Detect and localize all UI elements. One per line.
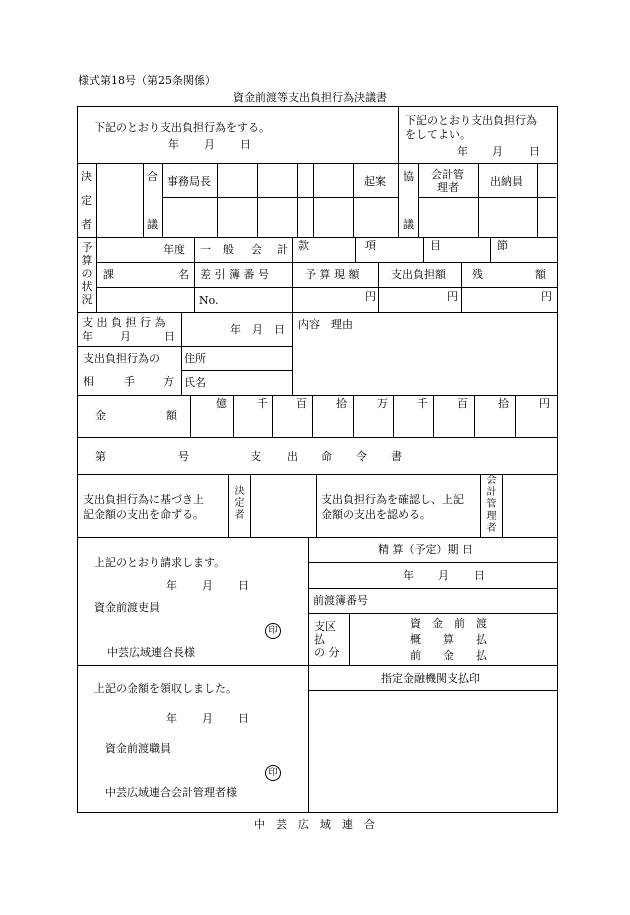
budget-side-label: 予 算 の 状 況 bbox=[81, 241, 93, 306]
decision-char-2: 定 bbox=[81, 194, 92, 207]
document-title: 資金前渡等支出負担行為決議書 bbox=[233, 91, 387, 104]
top-right-line2: をしてよい。 bbox=[405, 128, 471, 141]
request-addressee: 中芸広域連合長様 bbox=[107, 646, 195, 659]
kan-label: 款 bbox=[298, 239, 309, 252]
request-official: 資金前渡吏員 bbox=[94, 601, 160, 614]
receipt-seal-icon: 印 bbox=[265, 765, 281, 781]
request-statement: 上記のとおり請求します。 bbox=[94, 556, 226, 569]
command-left-line1: 支出負担行為に基づき上 bbox=[83, 493, 204, 506]
jimukyokucho-label: 事務局長 bbox=[167, 175, 211, 188]
general-char-3: 会 bbox=[251, 243, 262, 256]
top-right-year: 年 bbox=[457, 145, 468, 158]
mei-label: 名 bbox=[178, 268, 189, 281]
counterpart-line1: 支出負担行為の bbox=[83, 352, 160, 365]
settlement-year: 年 bbox=[403, 569, 414, 582]
footer-organization: 中 芸 広 域 連 合 bbox=[254, 818, 375, 831]
counterpart-line2-b: 手 bbox=[124, 375, 135, 388]
type-gaisan-barai: 概 算 払 bbox=[410, 633, 487, 646]
type-maekin-barai: 前 金 払 bbox=[410, 649, 487, 662]
top-left-year: 年 bbox=[168, 138, 179, 151]
act-date-line1: 支 出 負 担 行 為 bbox=[82, 316, 166, 329]
general-char-4: 計 bbox=[277, 243, 288, 256]
settlement-day: 日 bbox=[474, 569, 485, 582]
kubun-line2: 払 bbox=[314, 633, 325, 646]
decision-char-3: 者 bbox=[81, 218, 92, 231]
general-char-2: 般 bbox=[223, 243, 234, 256]
yen-2: 円 bbox=[447, 290, 458, 303]
yen-1: 円 bbox=[365, 290, 376, 303]
unit-man: 万 bbox=[377, 397, 388, 410]
nendo-label: 年度 bbox=[163, 243, 185, 256]
act-month: 月 bbox=[252, 323, 263, 336]
address-label: 住所 bbox=[184, 352, 206, 365]
amount-gaku: 額 bbox=[166, 409, 177, 422]
top-left-statement: 下記のとおり支出負担行為をする。 bbox=[94, 121, 270, 134]
kyo-char-1: 協 bbox=[403, 170, 414, 183]
kubun-line3: の 分 bbox=[314, 646, 340, 659]
name-label: 氏名 bbox=[184, 376, 206, 389]
order-title-3: 命 bbox=[321, 450, 332, 463]
suitouin-label: 出納員 bbox=[490, 175, 523, 188]
kubun-line1: 支区 bbox=[314, 620, 336, 633]
ka-label: 課 bbox=[103, 268, 114, 281]
unit-en: 円 bbox=[539, 397, 550, 410]
request-day: 日 bbox=[238, 579, 249, 592]
command-left-line2: 記金額の支出を命ずる。 bbox=[83, 508, 204, 521]
unit-juu-1: 拾 bbox=[336, 397, 347, 410]
consult-char-2: 議 bbox=[147, 218, 158, 231]
form-number: 様式第18号（第25条関係） bbox=[78, 74, 216, 87]
unit-hyaku-1: 百 bbox=[296, 397, 307, 410]
kettei-sha-label: 決 定 者 bbox=[234, 486, 245, 521]
top-left-month: 月 bbox=[204, 138, 215, 151]
receipt-day: 日 bbox=[238, 712, 249, 725]
kou-label: 項 bbox=[365, 239, 376, 252]
order-title-5: 書 bbox=[391, 450, 402, 463]
kaikei-kanrisha-line2: 理者 bbox=[437, 181, 459, 194]
act-date-line2-day: 日 bbox=[164, 330, 175, 343]
decision-char-1: 決 bbox=[81, 170, 92, 183]
type-shikin-maewatashi: 資 金 前 渡 bbox=[410, 617, 487, 630]
unit-hyaku-2: 百 bbox=[457, 397, 468, 410]
counterpart-line2-c: 方 bbox=[163, 375, 174, 388]
request-seal-icon: 印 bbox=[265, 623, 281, 639]
act-date-line2-month: 月 bbox=[120, 330, 131, 343]
unit-oku: 億 bbox=[216, 397, 227, 410]
top-left-day: 日 bbox=[240, 138, 251, 151]
general-char-1: 一 bbox=[200, 243, 211, 256]
receipt-statement: 上記の金額を領収しました。 bbox=[94, 682, 237, 695]
moku-label: 目 bbox=[430, 239, 441, 252]
gaku-label: 額 bbox=[535, 268, 546, 281]
yen-3: 円 bbox=[541, 290, 552, 303]
sashihiki-label: 差 引 簿 番 号 bbox=[200, 268, 269, 281]
receipt-addressee: 中芸広域連合会計管理者様 bbox=[105, 786, 237, 799]
bank-stamp-label: 指定金融機関支払印 bbox=[381, 672, 480, 685]
setsu-label: 節 bbox=[497, 239, 508, 252]
kaikei-kanrisha-vertical: 会 計 管 理 者 bbox=[486, 475, 497, 534]
receipt-official: 資金前渡職員 bbox=[105, 742, 171, 755]
counterpart-line2-a: 相 bbox=[83, 375, 94, 388]
command-right-line2: 金額の支出を認める。 bbox=[321, 508, 431, 521]
order-dai: 第 bbox=[95, 450, 106, 463]
request-year: 年 bbox=[166, 579, 177, 592]
unit-juu-2: 拾 bbox=[498, 397, 509, 410]
settlement-month: 月 bbox=[438, 569, 449, 582]
order-title-2: 出 bbox=[287, 450, 298, 463]
receipt-month: 月 bbox=[202, 712, 213, 725]
top-right-month: 月 bbox=[492, 145, 503, 158]
shishutsu-futan-label: 支出負担額 bbox=[391, 268, 446, 281]
act-date-line2-year: 年 bbox=[82, 330, 93, 343]
amount-kin: 金 bbox=[95, 409, 106, 422]
order-gou: 号 bbox=[178, 450, 189, 463]
settlement-label: 精 算（予定）期 日 bbox=[378, 543, 473, 556]
unit-sen-1: 千 bbox=[257, 397, 268, 410]
act-year: 年 bbox=[230, 323, 241, 336]
naiyou-riyuu-label: 内容 理由 bbox=[298, 318, 353, 331]
no-label: No. bbox=[199, 294, 219, 307]
order-title-4: 令 bbox=[356, 450, 367, 463]
maewatashi-bo-label: 前渡簿番号 bbox=[313, 594, 368, 607]
kaikei-kanrisha-line1: 会計管 bbox=[431, 168, 464, 181]
unit-sen-2: 千 bbox=[417, 397, 428, 410]
top-right-line1: 下記のとおり支出負担行為 bbox=[405, 114, 537, 127]
receipt-year: 年 bbox=[166, 712, 177, 725]
zan-label: 残 bbox=[472, 268, 483, 281]
order-title-1: 支 bbox=[250, 450, 261, 463]
yosan-gengaku-label: 予 算 現 額 bbox=[305, 268, 360, 281]
act-day: 日 bbox=[274, 323, 285, 336]
command-right-line1: 支出負担行為を確認し、上記 bbox=[321, 493, 464, 506]
kyo-char-2: 議 bbox=[403, 218, 414, 231]
top-right-day: 日 bbox=[529, 145, 540, 158]
kian-label: 起案 bbox=[364, 175, 386, 188]
request-month: 月 bbox=[202, 579, 213, 592]
consult-char-1: 合 bbox=[147, 170, 158, 183]
